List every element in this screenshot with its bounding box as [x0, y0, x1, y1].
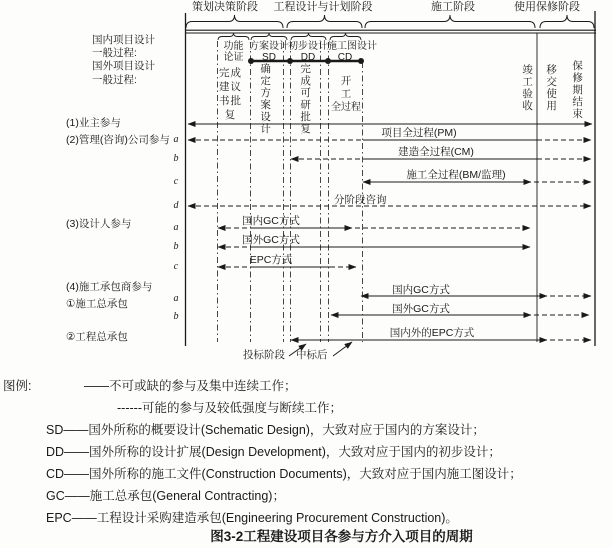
row-key-designer-b: b: [173, 241, 179, 252]
column-braces: [218, 33, 361, 40]
process-note-domestic: 国内项目设计: [92, 34, 155, 46]
legend-dashed-item: ------可能的参与及较低强度与断续工作；: [117, 401, 342, 415]
milestone-scheme-confirmed: 确定方案设计: [259, 63, 272, 135]
row-key-mgmt-b: b: [173, 153, 179, 164]
phase-label-planning: 策划决策阶段: [192, 1, 258, 13]
milestone-construction-start-char3: 全过程: [331, 102, 361, 113]
legend-term-epc: EPC——工程设计采购建造承包(Engineering Procurement Construction)。: [46, 511, 458, 525]
process-note-foreign: 国外项目设计: [92, 60, 155, 73]
milestone-handover: 移交使用: [545, 64, 558, 112]
row-key-designer-a: a: [173, 222, 179, 233]
section-management: (2)管理(咨询)公司参与: [66, 134, 170, 146]
legend-term-cd: CD——国外所称的施工文件(Construction Documents)，大致对应于国内施工图设计；: [46, 467, 522, 481]
column-abbr-sd: SD: [262, 52, 276, 63]
section-gc-sub: ①施工总承包: [66, 298, 128, 310]
legend-term-dd: DD——国外所称的设计扩展(Design Development)，大致对应于国内的初步设计；: [46, 445, 501, 459]
figure-caption: 图3-2工程建设项目各参与方介入项目的周期: [210, 529, 473, 544]
legend-term-sd: SD——国外所称的概要设计(Schematic Design)，大致对应于国内的方案设计；: [46, 423, 485, 437]
phase-label-construction: 施工阶段: [431, 1, 475, 13]
milestone-construction-start-char2: 工: [340, 88, 352, 100]
legend-title: 图例:: [3, 379, 32, 393]
annotation-after-award: 中标后: [296, 349, 328, 361]
column-abbr-cd: CD: [337, 52, 353, 63]
row-key-mgmt-a: a: [173, 134, 179, 145]
milestone-completion-acceptance: 竣工验收: [521, 64, 534, 112]
legend-solid-item: ——不可或缺的参与及集中连续工作；: [84, 379, 297, 393]
legend-term-gc: GC——施工总承包(General Contracting)；: [46, 489, 285, 503]
row-label-phased: 分阶段咨询: [334, 194, 387, 206]
row-label-epc-both: 国内外的EPC方式: [389, 327, 475, 339]
row-label-designer-epc: EPC方式: [249, 254, 293, 266]
process-note-foreign-cont: 一般过程:: [92, 73, 137, 86]
milestone-feasibility-approval: 完成可研批复: [299, 63, 312, 135]
column-header-schematic: 方案设计: [249, 41, 289, 52]
process-note: [92, 34, 155, 87]
section-designer: (3)设计人参与: [66, 218, 132, 230]
row-key-gc-b: b: [173, 311, 179, 322]
milestone-construction-start-char1: 开: [340, 75, 352, 87]
phase-braces: [186, 15, 594, 28]
row-label-designer-domestic-gc: 国内GC方式: [242, 215, 300, 227]
column-header-feasibility-line1: 功能: [223, 41, 244, 52]
process-note-domestic-cont: 一般过程:: [92, 47, 137, 60]
column-header-workingdrawing: 施工图设计: [327, 41, 377, 52]
row-label-gc-foreign: 国外GC方式: [392, 303, 450, 315]
row-key-gc-a: a: [173, 293, 179, 304]
section-contractor: (4)施工承包商参与: [66, 281, 153, 293]
row-key-designer-c: c: [173, 261, 179, 272]
column-abbr-dd: DD: [300, 52, 316, 63]
row-key-mgmt-d: d: [173, 200, 179, 211]
annotation-bid-phase: 投标阶段: [243, 349, 285, 361]
column-header-feasibility: [217, 41, 250, 63]
milestone-construction-start: [330, 75, 362, 114]
row-label-gc-domestic: 国内GC方式: [392, 284, 450, 296]
row-label-bm: 施工全过程(BM/监理): [406, 169, 506, 181]
row-label-cm: 建造全过程(CM): [398, 146, 474, 158]
phase-label-design: 工程设计与计划阶段: [273, 1, 373, 13]
column-header-preliminary: 初步设计: [288, 41, 328, 52]
milestone-proposal-approval: 完成建议书批复: [219, 67, 242, 121]
column-header-feasibility-line2: 论证: [223, 52, 244, 63]
row-label-designer-foreign-gc: 国外GC方式: [242, 234, 300, 246]
milestone-warranty-end: 保修期结束: [571, 60, 584, 120]
row-key-mgmt-c: c: [173, 176, 179, 187]
section-owner: (1)业主参与: [66, 117, 121, 129]
row-label-pm: 项目全过程(PM): [381, 127, 457, 139]
phase-label-warranty: 使用保修阶段: [514, 1, 580, 13]
section-epc-sub: ②工程总承包: [66, 331, 128, 343]
